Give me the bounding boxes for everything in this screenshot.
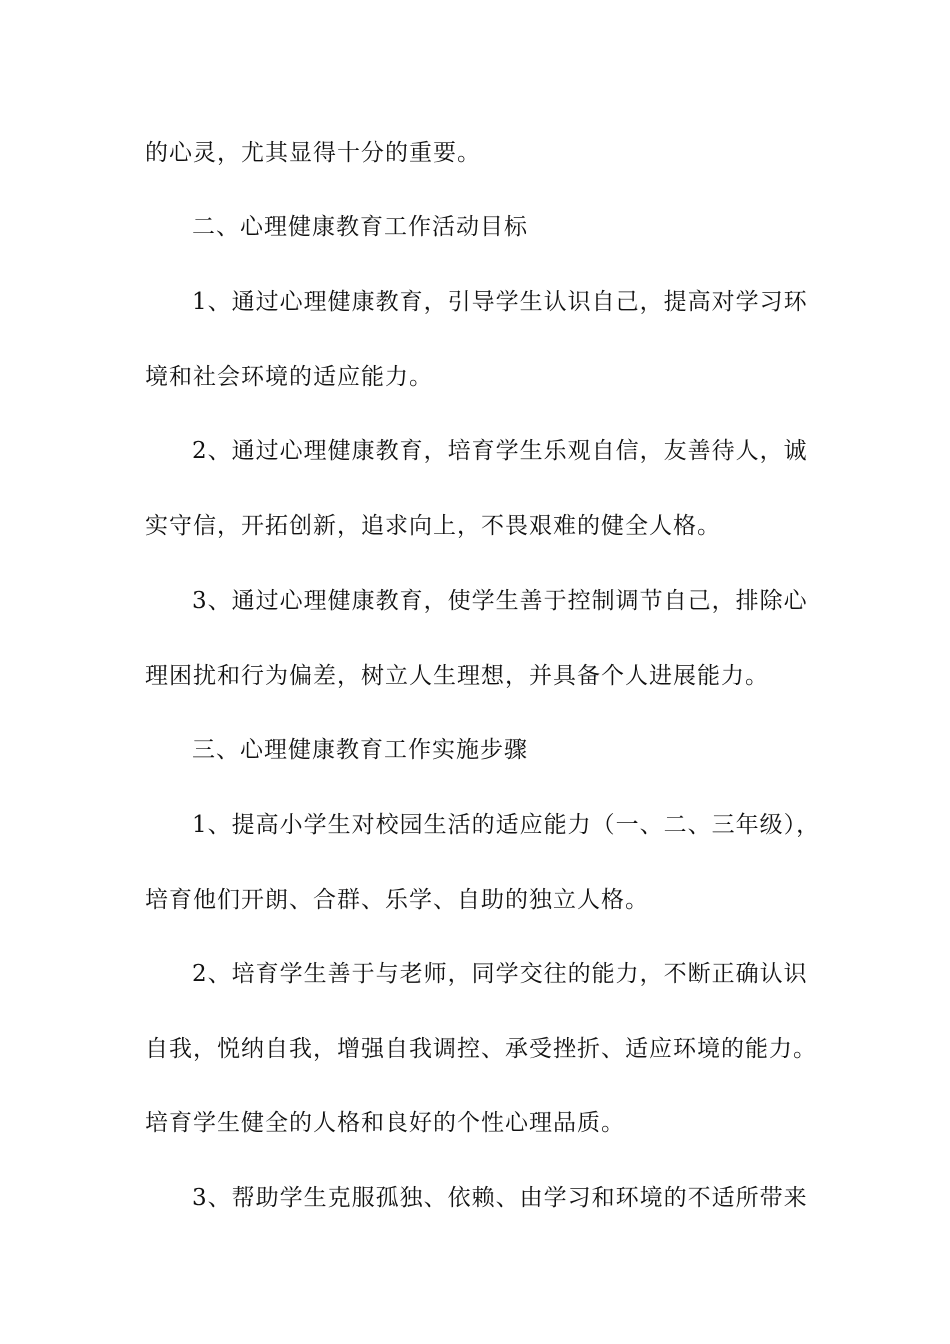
text-line: 3、帮助学生克服孤独、依赖、由学习和环境的不适所带来	[192, 1185, 808, 1211]
text-line: 1、通过心理健康教育，引导学生认识自己，提高对学习环	[192, 289, 808, 315]
text-line: 的心灵，尤其显得十分的重要。	[145, 140, 481, 166]
text-line: 理困扰和行为偏差，树立人生理想，并具备个人进展能力。	[145, 663, 769, 689]
text-line: 1、提高小学生对校园生活的适应能力（一、二、三年级），	[192, 812, 821, 838]
text-line: 2、通过心理健康教育，培育学生乐观自信，友善待人，诚	[192, 438, 808, 464]
text-line: 培育他们开朗、合群、乐学、自助的独立人格。	[145, 887, 649, 913]
text-line: 实守信，开拓创新，追求向上，不畏艰难的健全人格。	[145, 513, 721, 539]
text-line: 2、培育学生善于与老师，同学交往的能力，不断正确认识	[192, 961, 808, 987]
section-heading: 三、心理健康教育工作实施步骤	[192, 737, 528, 763]
text-line: 境和社会环境的适应能力。	[145, 364, 433, 390]
text-line: 培育学生健全的人格和良好的个性心理品质。	[145, 1110, 625, 1136]
text-line: 3、通过心理健康教育，使学生善于控制调节自己，排除心	[192, 588, 808, 614]
text-line: 自我，悦纳自我，增强自我调控、承受挫折、适应环境的能力。	[145, 1036, 817, 1062]
section-heading: 二、心理健康教育工作活动目标	[192, 214, 528, 240]
